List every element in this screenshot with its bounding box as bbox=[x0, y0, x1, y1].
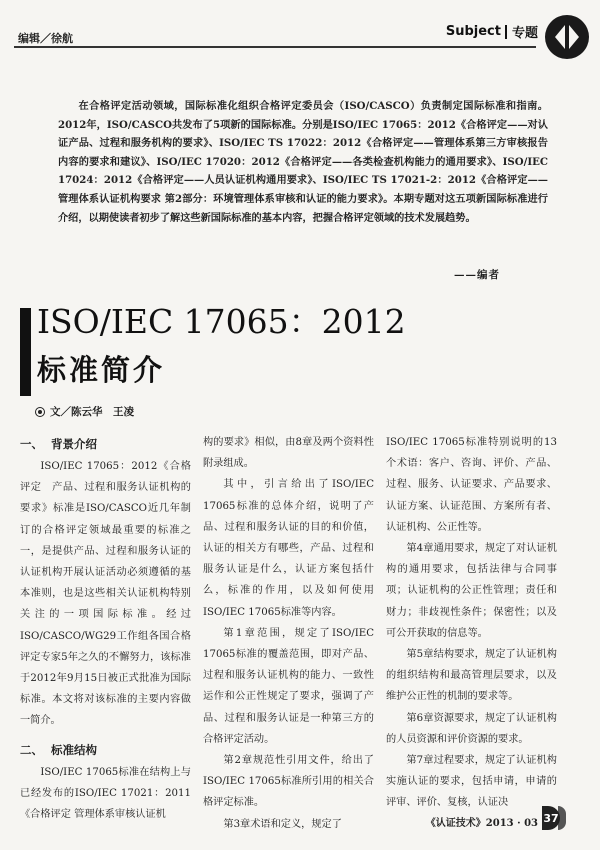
paragraph: 第7章过程要求，规定了认证机构实施认证的要求，包括申请，申请的评审、评价、复核，认证决 bbox=[386, 755, 557, 809]
section-badge-icon bbox=[544, 14, 590, 60]
title-accent-bar bbox=[20, 308, 31, 396]
paragraph: 构的要求》相似，由8章及两个资料性附录组成。 bbox=[203, 437, 374, 470]
paragraph: 第3章术语和定义，规定了 bbox=[223, 818, 342, 830]
paragraph: 第6章资源要求，规定了认证机构的人员资源和评价资源的要求。 bbox=[386, 712, 557, 745]
paragraph: ISO/IEC 17065标准在结构上与已经发布的ISO/IEC 17021：2011《合格评定 管理体系审核认证机 bbox=[20, 766, 191, 821]
journal-footer: 《认证技术》2013 · 03 bbox=[425, 818, 538, 829]
section-divider bbox=[505, 25, 507, 39]
paragraph: ISO/IEC 17065：2012《合格评定 产品、过程和服务认证机构的要求》标准是ISO/CASCO近几年制订的合格评定领域最重要的标准之一，是提供产品、过程和服务认证的认证机构开展认证活动必须遵循的基本准则，也是这些相关认证机构特别关注的一项国际标准。经过ISO/CASCO/WG29工作组各国合格评定专家5年之久的不懈努力，该标准于2012年9月15日被正式批准为国际标准。本文将对该标准的主要内容做一简介。 bbox=[20, 461, 191, 727]
article-title-cn: 标准简介 bbox=[37, 353, 166, 387]
authors-text: 文／陈云华 王凌 bbox=[50, 406, 134, 418]
bullet-circle-icon bbox=[35, 407, 45, 417]
paragraph: 第4章通用要求，规定了对认证机构的通用要求，包括法律与合同事项；认证机构的公正性管理；责任和财力；非歧视性条件；保密性；以及可公开获取的信息等。 bbox=[386, 543, 557, 639]
paragraph: 第2章规范性引用文件，给出了ISO/IEC 17065标准所引用的相关合格评定标准。 bbox=[203, 755, 374, 809]
section-cn: 专题 bbox=[511, 26, 538, 41]
paragraph: ISO/IEC 17065标准特别说明的13个术语：客户、咨询、评价、产品、过程、服务、认证要求、产品要求、认证方案、认证范围、方案所有者、认证机构、公正性等。 bbox=[386, 437, 557, 533]
paragraph: 第5章结构要求，规定了认证机构的组织结构和最高管理层要求，以及维护公正性的机制的要求等。 bbox=[386, 649, 557, 703]
column-3 bbox=[386, 432, 557, 814]
article-authors bbox=[35, 404, 134, 419]
section-heading-structure: 二、 标准结构 bbox=[20, 742, 97, 757]
article-title-en: ISO/IEC 17065：2012 bbox=[37, 302, 406, 341]
section-header bbox=[446, 22, 538, 41]
editor-label: 编辑／徐航 bbox=[18, 32, 73, 45]
paragraph: 其中，引言给出了ISO/IEC 17065标准的总体介绍，说明了产品、过程和服务认证的目的和价值，认证的相关方有哪些，产品、过程和服务认证是什么，认证方案包括什么，标准的作用，以及如何使用ISO/IEC 17065标准等内容。 bbox=[203, 479, 374, 618]
paragraph: 第1章范围，规定了ISO/IEC 17065标准的覆盖范围，即对产品、过程和服务认证机构的能力、一致性运作和公正性规定了要求，强调了产品、过程和服务认证是一种第三方的合格评定活动。 bbox=[203, 627, 374, 745]
editor-signature: ——编者 bbox=[454, 269, 500, 281]
header-rule bbox=[14, 46, 536, 48]
section-heading-background: 一、 背景介绍 bbox=[20, 437, 97, 451]
section-en: Subject bbox=[445, 24, 501, 39]
column-1 bbox=[20, 432, 191, 825]
column-2 bbox=[203, 432, 374, 835]
intro-paragraph bbox=[58, 97, 548, 227]
page-number: 37 bbox=[542, 806, 560, 830]
intro-text: 在合格评定活动领域，国际标准化组织合格评定委员会（ISO/CASCO）负责制定国际标准和指南。2012年，ISO/CASCO共发布了5项新的国际标准。分别是ISO/IEC 17065：2012《合格评定——对认证产品、过程和服务机构的要求》、ISO/IEC TS 17022：2012《合格评定——管理体系第三方审核报告内容的要求和建议》、ISO/IEC 17020：2012《合格评定——各类检查机构能力的通用要求》、ISO/IEC 17024：2012《合格评定——人员认证机构通用要求》、ISO/IEC TS 17021-2：2012《合格评定——管理体系认证机构要求 第2部分：环境管理体系审核和认证的能力要求》。本期专题对这五项新国际标准进行介绍，以期使读者初步了解这些新国际标准的基本内容，把握合格评定领域的技术发展趋势。 bbox=[58, 100, 548, 224]
